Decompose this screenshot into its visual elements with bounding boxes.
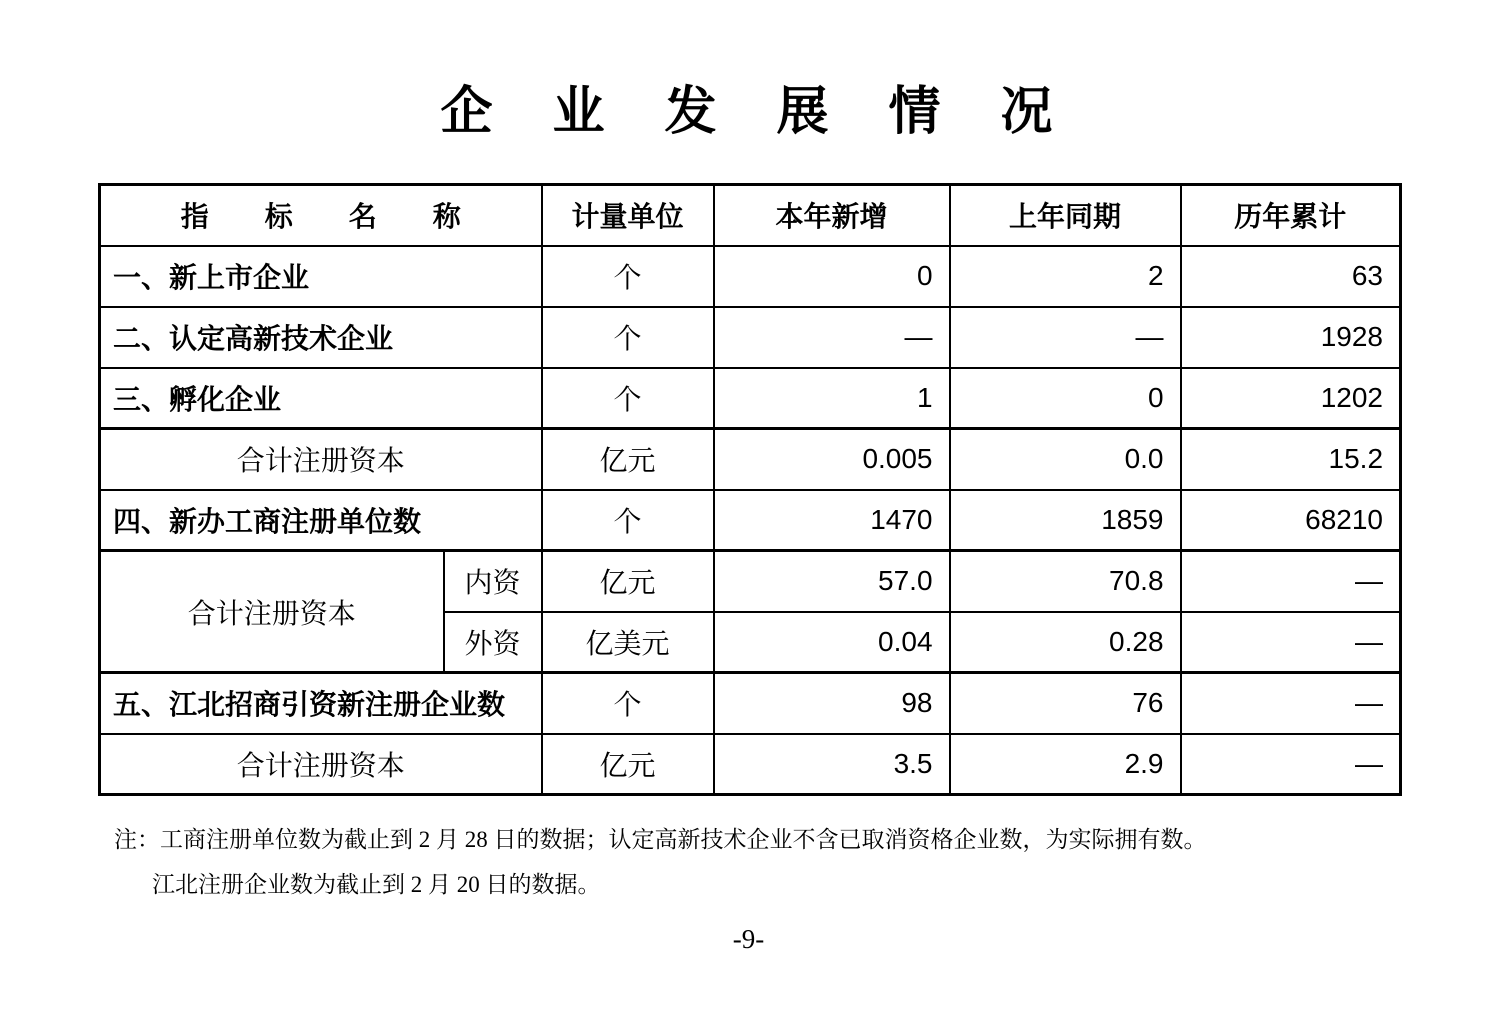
unit-cell: 个: [542, 673, 714, 734]
value-current-cell: 1: [714, 368, 950, 429]
value-current-cell: 0: [714, 246, 950, 307]
value-cumulative-cell: —: [1181, 551, 1401, 612]
value-previous-cell: 0.0: [950, 429, 1181, 490]
indicator-cell: 一、新上市企业: [100, 246, 542, 307]
value-cumulative-cell: 1202: [1181, 368, 1401, 429]
value-current-cell: —: [714, 307, 950, 368]
value-cumulative-cell: 1928: [1181, 307, 1401, 368]
header-cumulative: 历年累计: [1181, 185, 1401, 246]
unit-cell: 亿元: [542, 429, 714, 490]
page-number: -9-: [732, 923, 765, 954]
value-previous-cell: 0.28: [950, 612, 1181, 673]
header-indicator: 指 标 名 称: [100, 185, 542, 246]
header-unit: 计量单位: [542, 185, 714, 246]
table-row-registered-capital-domestic: [100, 551, 1401, 612]
header-current-year: 本年新增: [714, 185, 950, 246]
value-cumulative-cell: 68210: [1181, 490, 1401, 551]
unit-cell: 个: [542, 490, 714, 551]
page-title: 企 业 发 展 情 况: [440, 84, 1057, 141]
indicator-cell: 三、孵化企业: [100, 368, 542, 429]
value-previous-cell: 2.9: [950, 734, 1181, 795]
table-row-jiangbei-capital: [100, 734, 1401, 795]
value-cumulative-cell: —: [1181, 673, 1401, 734]
footnotes: [114, 818, 1497, 908]
unit-cell: 个: [542, 368, 714, 429]
table-row-incubated: [100, 368, 1401, 429]
value-previous-cell: 1859: [950, 490, 1181, 551]
enterprise-development-table: [98, 183, 1402, 796]
unit-cell: 个: [542, 307, 714, 368]
indicator-cell: 合计注册资本: [100, 429, 542, 490]
unit-cell: 个: [542, 246, 714, 307]
value-cumulative-cell: —: [1181, 612, 1401, 673]
unit-cell: 亿元: [542, 551, 714, 612]
table-row-hightech: [100, 307, 1401, 368]
footnote-line: 江北注册企业数为截止到 2 月 20 日的数据。: [152, 872, 601, 898]
indicator-cell: 五、江北招商引资新注册企业数: [100, 673, 542, 734]
indicator-cell: 合计注册资本: [100, 734, 542, 795]
value-previous-cell: 70.8: [950, 551, 1181, 612]
sub-indicator-cell: 内资: [444, 551, 542, 612]
value-current-cell: 3.5: [714, 734, 950, 795]
table-header-row: [100, 185, 1401, 246]
footnote-line: 注：工商注册单位数为截止到 2 月 28 日的数据；认定高新技术企业不含已取消资格企业数，为实际拥有数。: [114, 827, 1207, 853]
table-row-new-registered-units: [100, 490, 1401, 551]
sub-indicator-cell: 外资: [444, 612, 542, 673]
value-current-cell: 57.0: [714, 551, 950, 612]
header-previous-year: 上年同期: [950, 185, 1181, 246]
value-cumulative-cell: —: [1181, 734, 1401, 795]
unit-cell: 亿美元: [542, 612, 714, 673]
indicator-cell: 二、认定高新技术企业: [100, 307, 542, 368]
table-row-new-listed: [100, 246, 1401, 307]
value-current-cell: 98: [714, 673, 950, 734]
indicator-cell: 四、新办工商注册单位数: [100, 490, 542, 551]
indicator-cell: 合计注册资本: [100, 551, 444, 673]
value-current-cell: 1470: [714, 490, 950, 551]
unit-cell: 亿元: [542, 734, 714, 795]
value-previous-cell: —: [950, 307, 1181, 368]
value-previous-cell: 2: [950, 246, 1181, 307]
value-current-cell: 0.04: [714, 612, 950, 673]
value-cumulative-cell: 63: [1181, 246, 1401, 307]
value-previous-cell: 0: [950, 368, 1181, 429]
value-cumulative-cell: 15.2: [1181, 429, 1401, 490]
value-current-cell: 0.005: [714, 429, 950, 490]
table-row-incubated-capital: [100, 429, 1401, 490]
table-row-jiangbei-new-enterprises: [100, 673, 1401, 734]
value-previous-cell: 76: [950, 673, 1181, 734]
